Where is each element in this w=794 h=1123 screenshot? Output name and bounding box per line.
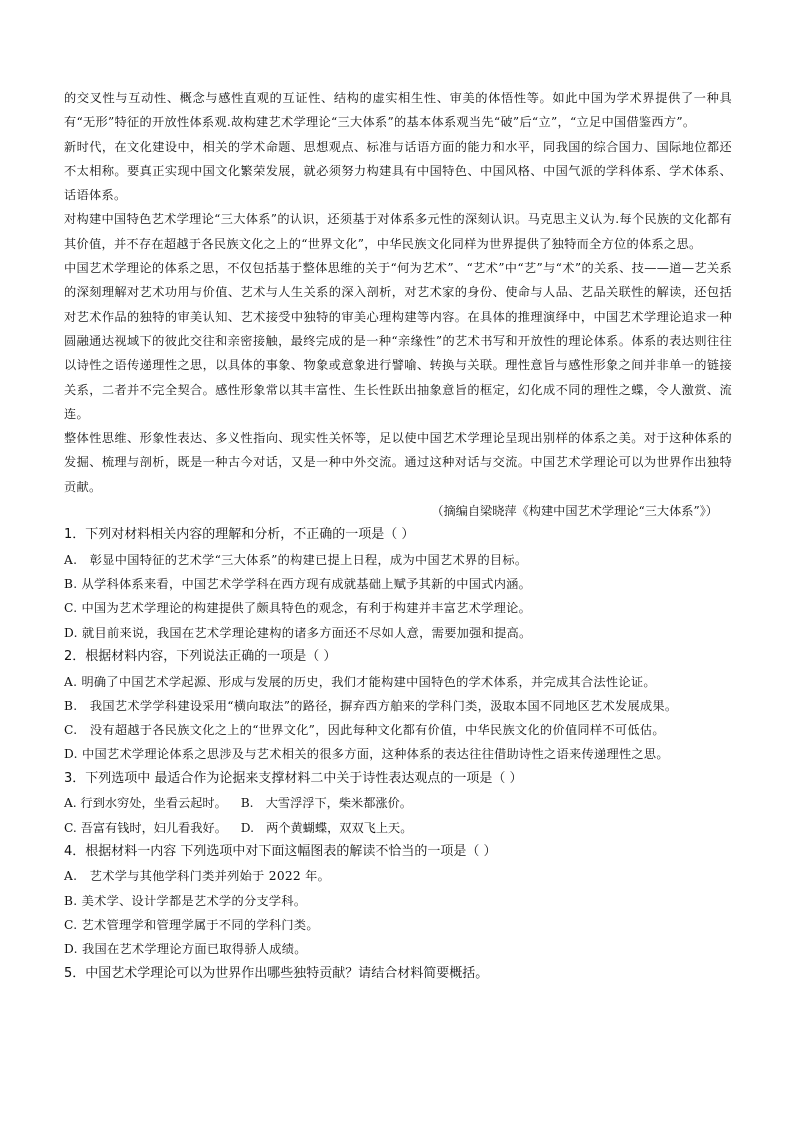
material-paragraph-3: 对构建中国特色艺术学理论“三大体系”的认识，还须基于对体系多元性的深刻认识。马克思主义认为.每个民族的文化都有其价值，并不存在超越于各民族文化之上的“世界文化”，中华民族文化同样为世界提供了独特而全方位的体系之思。 bbox=[64, 212, 732, 251]
material-paragraph-2: 新时代，在文化建设中，相关的学术命题、思想观点、标准与话语方面的能力和水平，同我国的综合国力、国际地位都还不太相称。要真正实现中国文化繁荣发展，就必须努力构建具有中国特色、中国风格、中国气派的学科体系、学术体系、话语体系。 bbox=[64, 139, 732, 203]
exam-page bbox=[64, 86, 732, 986]
question-3-options-row-1 bbox=[64, 791, 732, 815]
material-paragraph-4: 中国艺术学理论的体系之思，不仅包括基于整体思维的关于“何为艺术”、“艺术”中“艺”与“术”的关系、技——道—艺关系的深刻理解对艺术功用与价值、艺术与人生关系的深入剖析，对艺术家的身份、使命与人品、艺品关联性的解读，还包括对艺术作品的独特的审美认知、艺术接受中独特的审美心理构建等内容。在具体的推理演绎中，中国艺术学理论追求一种圆融通达视域下的彼此交往和亲密接触，最终完成的是一种“亲缘性”的艺术书写和开放性的理论体系。体系的表达则往往以诗性之语传递理性之思，以具体的事象、物象或意象进行譬喻、转换与关联。理性意旨与感性形象之间并非单一的链接关系，二者并不完全契合。感性形象常以其丰富性、生长性跃出抽象意旨的框定，幻化成不同的理性之蝶，令人激赏、流连。 bbox=[64, 261, 732, 421]
material-paragraph-5: 整体性思维、形象性表达、多义性指向、现实性关怀等，足以使中国艺术学理论呈现出别样的体系之美。对于这种体系的发掘、梳理与剖析，既是一种古今对话，又是一种中外交流。通过这种对话与交流。中国艺术学理论可以为世界作出独特贡献。 bbox=[64, 431, 732, 494]
question-3-option-c: C. 吾富有钱时，妇儿看我好。 bbox=[64, 820, 227, 835]
question-3-option-b: B. 大雪浮浮下，柴米都涨价。 bbox=[240, 796, 412, 811]
question-3-options-row-2 bbox=[64, 816, 732, 840]
question-4-stem: 4．根据材料一内容 下列选项中对下面这幅图表的解读不恰当的一项是（ ） bbox=[64, 843, 497, 859]
question-4-option-c: C. 艺术管理学和管理学属于不同的学科门类。 bbox=[64, 917, 319, 932]
question-2 bbox=[64, 645, 732, 767]
question-3-option-d: D. 两个黄蝴蝶，双双飞上天。 bbox=[240, 820, 413, 835]
question-1-stem: 1．下列对材料相关内容的理解和分析，不正确的一项是（ ） bbox=[64, 527, 415, 543]
question-5 bbox=[64, 962, 732, 987]
question-2-option-c: C. 没有超越于各民族文化之上的“世界文化”，因此每种文化都有价值，中华民族文化的价值同样不可低估。 bbox=[64, 723, 665, 738]
question-2-option-b: B. 我国艺术学学科建设采用“横向取法”的路径，摒弃西方舶来的学科门类，汲取本国不同地区艺术发展成果。 bbox=[64, 698, 678, 713]
question-2-option-a: A. 明确了中国艺术学起源、形成与发展的历史，我们才能构建中国特色的学术体系，并完成其合法性论证。 bbox=[64, 674, 656, 689]
material-paragraph-1: 的交叉性与互动性、概念与感性直观的互证性、结构的虚实相生性、审美的体悟性等。如此中国为学术界提供了一种具有“无形”特征的开放性体系观.故构建艺术学理论“三大体系”的基本体系观当先“破”后“立”，“立足中国借鉴西方”。 bbox=[64, 91, 732, 130]
question-4-option-a: A. 艺术学与其他学科门类并列始于 2022 年。 bbox=[64, 869, 331, 884]
source-citation: （摘编自梁晓萍《构建中国艺术学理论“三大体系”》） bbox=[431, 504, 718, 519]
question-4-option-d: D. 我国在艺术学理论方面已取得骄人成绩。 bbox=[64, 942, 307, 957]
question-3 bbox=[64, 767, 732, 840]
question-4 bbox=[64, 840, 732, 962]
question-1-option-b: B. 从学科体系来看，中国艺术学学科在西方现有成就基础上赋予其新的中国式内涵。 bbox=[64, 577, 532, 592]
question-5-stem: 5．中国艺术学理论可以为世界作出哪些独特贡献？请结合材料简要概括。 bbox=[64, 965, 489, 981]
question-3-stem: 3．下列选项中 最适合作为论据来支撑材料二中关于诗性表达观点的一项是（ ） bbox=[64, 770, 523, 786]
question-1-option-d: D. 就目前来说，我国在艺术学理论建构的诸多方面还不尽如人意，需要加强和提高。 bbox=[64, 625, 532, 640]
question-1-option-a: A. 彰显中国特征的艺术学“三大体系”的构建已提上日程，成为中国艺术界的目标。 bbox=[64, 552, 528, 567]
question-2-option-d: D. 中国艺术学理论体系之思涉及与艺术相关的很多方面，这种体系的表达往往借助诗性之语来传递理性之思。 bbox=[64, 747, 669, 762]
question-1 bbox=[64, 523, 732, 645]
question-4-option-b: B. 美术学、设计学都是艺术学的分支学科。 bbox=[64, 893, 307, 908]
question-3-option-a: A. 行到水穷处，坐看云起时。 bbox=[64, 796, 227, 811]
question-2-stem: 2．根据材料内容，下列说法正确的一项是（ ） bbox=[64, 649, 337, 665]
question-1-option-c: C. 中国为艺术学理论的构建提供了颇具特色的观念，有利于构建并丰富艺术学理论。 bbox=[64, 601, 532, 616]
